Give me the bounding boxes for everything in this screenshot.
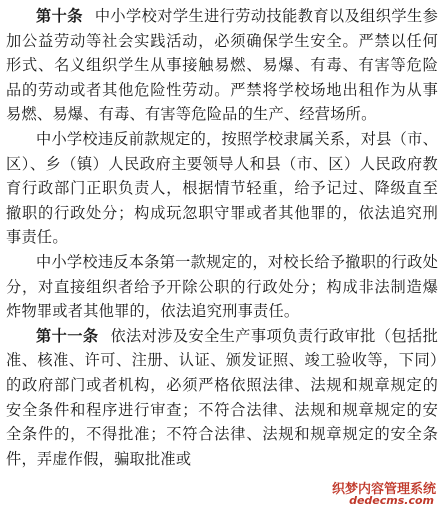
article-10-paragraph-2: 中小学校违反前款规定的，按照学校隶属关系，对县（市、区）、乡（镇）人民政府主要领导人和县（市、区）人民政府教育行政部门正职负责人，根据情节轻重，给予记过、降级直至撤职的行政处分；构成玩忽职守罪或者其他罪的，依法追究刑事责任。 (6, 129, 438, 247)
article-10-paragraph-1 (6, 4, 438, 127)
article-11-label: 第十一条 (36, 326, 99, 345)
article-11-paragraph-1 (6, 324, 438, 472)
watermark-url: dedecms.com (349, 494, 434, 507)
article-10-label: 第十条 (36, 7, 83, 25)
watermark-logo (300, 476, 440, 510)
regulation-document (6, 4, 438, 471)
article-10-paragraph-3: 中小学校违反本条第一款规定的，对校长给予撤职的行政处分，对直接组织者给予开除公职的行政处分；构成非法制造爆炸物罪或者其他罪的，依法追究刑事责任。 (6, 252, 438, 321)
watermark-title: 织梦内容管理系统 (331, 482, 436, 497)
article-10-text-1: 中小学校对学生进行劳动技能教育以及组织学生参加公益劳动等社会实践活动，必须确保学生安全。严禁以任何形式、名义组织学生从事接触易燃、易爆、有毒、有害等危险品的劳动或者其他危险性劳动。严禁将学校场地出租作为从事易燃、易爆、有毒、有害等危险品的生产、经营场所。 (6, 7, 439, 124)
article-11-text-1: 依法对涉及安全生产事项负责行政审批（包括批准、核准、许可、注册、认证、颁发证照、竣工验收等，下同）的政府部门或者机构，必须严格依照法律、法规和规章规定的安全条件和程序进行审查；不符合法律、法规和规章规定的安全条件的，不得批准；不符合法律、法规和规章规定的安全条件，弄虚作假，骗取批准或 (6, 326, 439, 468)
